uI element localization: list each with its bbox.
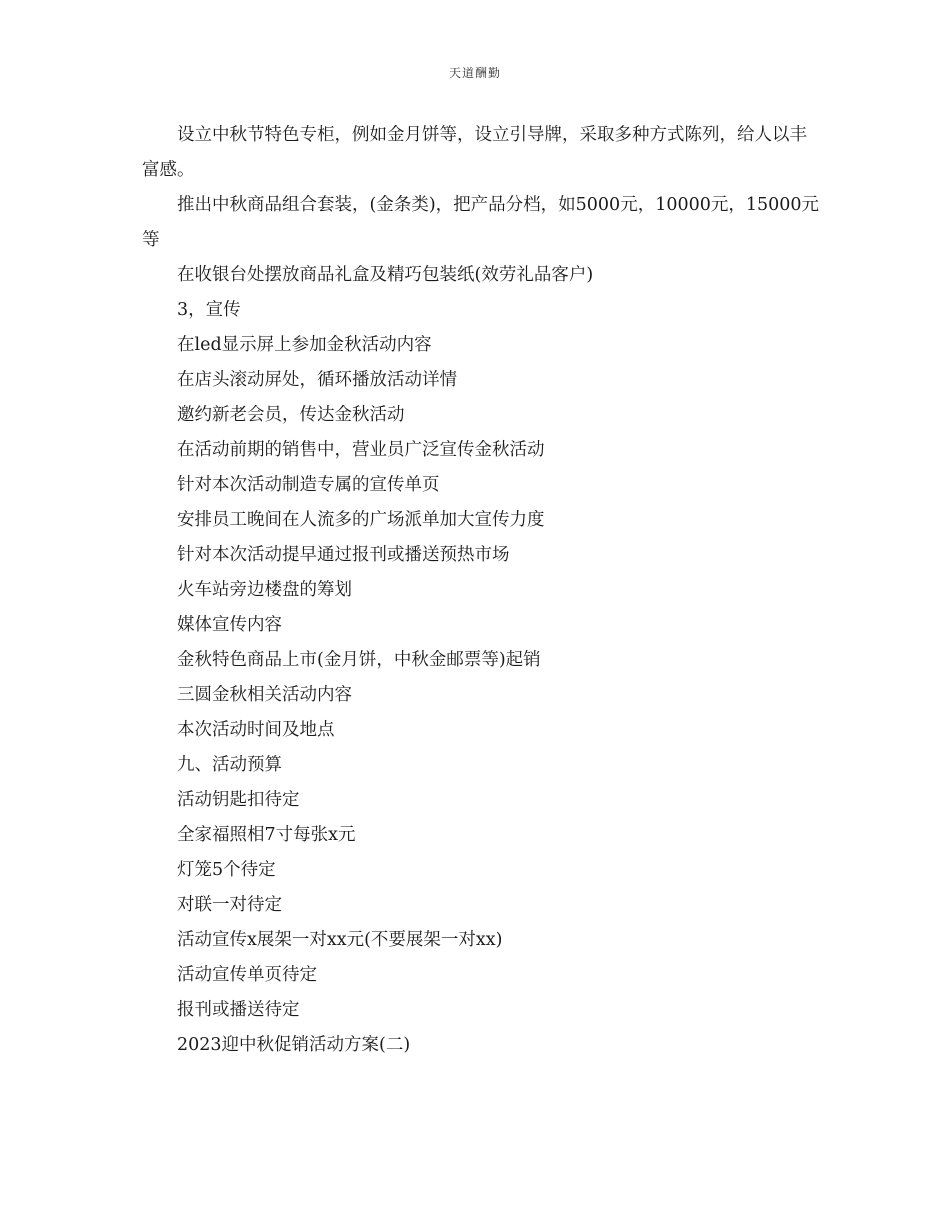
paragraph: 金秋特色商品上市(金月饼，中秋金邮票等)起销 [177, 650, 541, 670]
paragraph: 本次活动时间及地点 [177, 720, 335, 740]
paragraph: 在收银台处摆放商品礼盒及精巧包装纸(效劳礼品客户) [177, 265, 594, 285]
paragraph: 设立中秋节特色专柜，例如金月饼等，设立引导牌，采取多种方式陈列，给人以丰富感。 [142, 125, 807, 180]
paragraph: 在led显示屏上参加金秋活动内容 [177, 335, 432, 355]
paragraph: 活动宣传单页待定 [177, 965, 317, 985]
paragraph: 针对本次活动制造专属的宣传单页 [177, 475, 440, 495]
paragraph: 推出中秋商品组合套装，(金条类)，把产品分档，如5000元，10000元，15000元等 [142, 195, 820, 250]
page-header: 天道酬勤 [448, 66, 501, 80]
paragraph: 安排员工晚间在人流多的广场派单加大宣传力度 [177, 510, 545, 530]
paragraph: 媒体宣传内容 [177, 615, 282, 635]
document-title: 2023迎中秋促销活动方案(二) [177, 1035, 411, 1055]
paragraph: 活动宣传x展架一对xx元(不要展架一对xx) [177, 930, 503, 950]
section-heading: 九、活动预算 [177, 755, 282, 775]
paragraph: 报刊或播送待定 [177, 1000, 300, 1020]
paragraph: 灯笼5个待定 [177, 860, 276, 880]
paragraph: 全家福照相7寸每张x元 [177, 825, 356, 845]
paragraph: 在活动前期的销售中，营业员广泛宣传金秋活动 [177, 440, 545, 460]
paragraph: 在店头滚动屏处，循环播放活动详情 [177, 370, 457, 390]
paragraph: 活动钥匙扣待定 [177, 790, 300, 810]
paragraph: 三圆金秋相关活动内容 [177, 685, 352, 705]
document-body [142, 118, 822, 1063]
paragraph: 火车站旁边楼盘的筹划 [177, 580, 352, 600]
paragraph: 针对本次活动提早通过报刊或播送预热市场 [177, 545, 510, 565]
section-heading: 3，宣传 [177, 300, 241, 320]
paragraph: 邀约新老会员，传达金秋活动 [177, 405, 405, 425]
paragraph: 对联一对待定 [177, 895, 282, 915]
